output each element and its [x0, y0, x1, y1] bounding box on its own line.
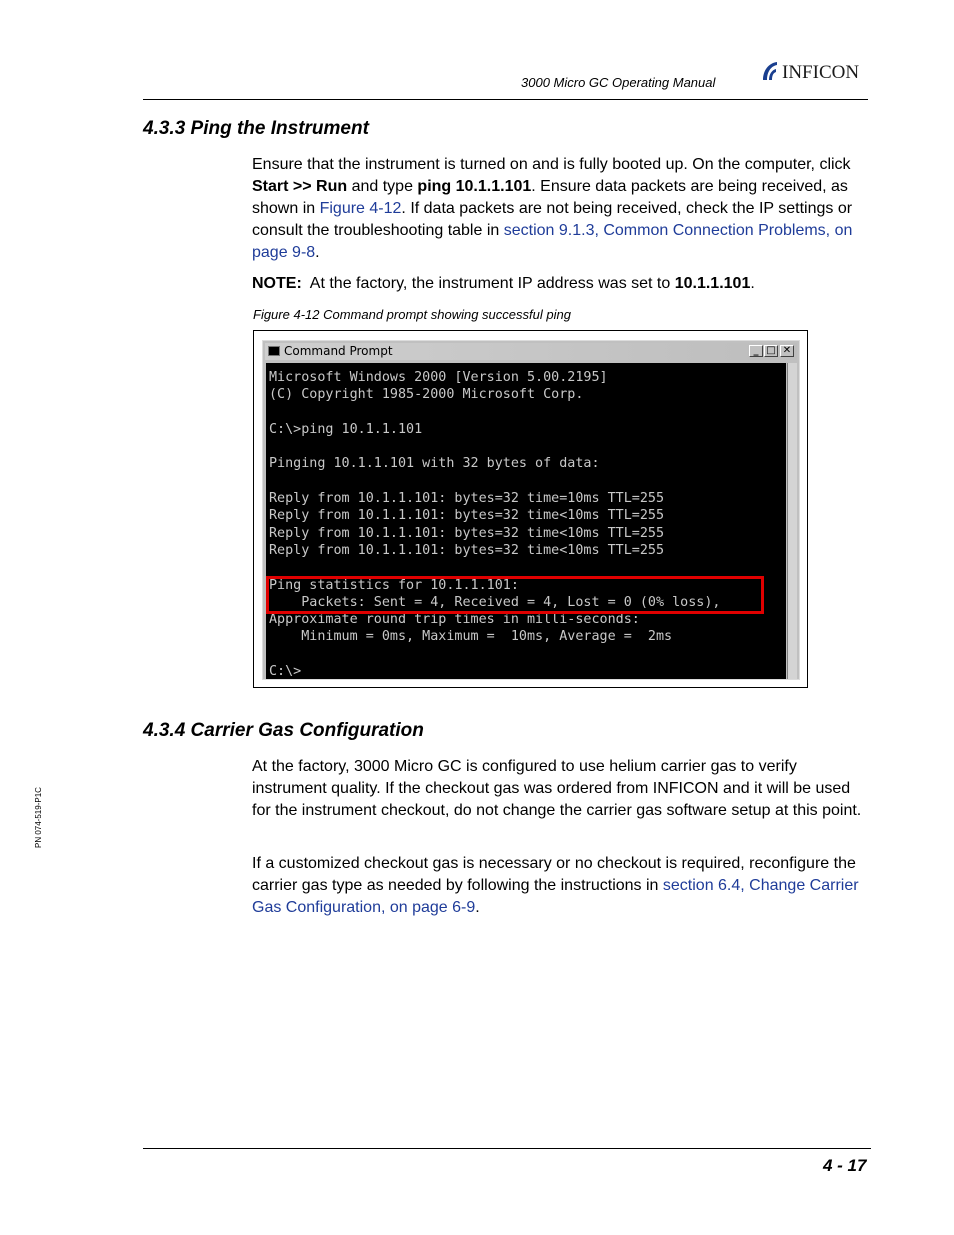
console-line: C:\>ping 10.1.1.101 — [269, 421, 423, 437]
close-button[interactable]: ✕ — [780, 345, 794, 357]
console-line: Reply from 10.1.1.101: bytes=32 time<10ms TTL=255 — [269, 508, 665, 524]
figure-4-12-link[interactable]: Figure 4-12 — [319, 200, 402, 217]
console-line — [269, 559, 786, 576]
note-paragraph — [252, 273, 872, 295]
section-64-link[interactable]: section 6.4, Change Carrier Gas Configuration, on page 6-9 — [252, 877, 859, 916]
console-line: C:\> — [269, 664, 302, 679]
text-run: Ensure that the instrument is turned on and is fully booted up. On the computer, click — [252, 156, 851, 173]
maximize-button[interactable]: □ — [764, 345, 778, 357]
text-run: . — [750, 275, 755, 292]
running-header-title: 3000 Micro GC Operating Manual — [521, 75, 716, 90]
figure-caption: Figure 4-12 Command prompt showing successful ping — [253, 307, 571, 322]
ping-command-bold: ping 10.1.1.101 — [417, 178, 532, 195]
window-titlebar — [265, 343, 797, 360]
text-run: and type — [347, 178, 418, 195]
part-number-side-text: PN 074-519-P1C — [34, 787, 43, 848]
text-run: If a customized checkout gas is necessary or no checkout is required, reconfigure the carrier gas type as needed by following the instructions in — [252, 855, 856, 894]
console-line — [269, 438, 786, 455]
ping-paragraph — [252, 154, 872, 264]
console-output — [266, 363, 786, 679]
start-run-bold: Start >> Run — [252, 178, 348, 195]
command-prompt-window — [262, 340, 800, 680]
console-line: Pinging 10.1.1.101 with 32 bytes of data: — [269, 456, 600, 472]
note-label: NOTE: — [252, 275, 302, 292]
section-heading-434: 4.3.4 Carrier Gas Configuration — [143, 720, 424, 741]
console-line: Approximate round trip times in milli-seconds: — [269, 612, 640, 628]
text-run: . — [475, 899, 480, 916]
text-run: . — [315, 244, 320, 261]
console-line: Reply from 10.1.1.101: bytes=32 time<10ms TTL=255 — [269, 525, 665, 541]
carrier-gas-paragraph-1: At the factory, 3000 Micro GC is configured to use helium carrier gas to verify instrument quality. If the checkout gas was ordered from INFICON and it will be used for the instrument checkout, do not change the carrier gas software setup at this point. — [252, 758, 862, 819]
section-913-link[interactable]: section 9.1.3, Common Connection Problems, on page 9-8 — [252, 222, 853, 261]
logo-wordmark: INFICON — [782, 62, 860, 83]
console-line — [269, 646, 786, 663]
section-heading-433: 4.3.3 Ping the Instrument — [143, 118, 369, 139]
console-line — [269, 473, 786, 490]
vertical-scrollbar[interactable] — [787, 363, 797, 679]
logo-mark-icon — [760, 60, 780, 84]
figure-command-prompt — [253, 330, 808, 688]
page-number: 4 - 17 — [823, 1156, 867, 1175]
text-run: . If data packets are not being received, check the IP settings or consult the troubleshooting table in — [252, 200, 853, 239]
console-line: (C) Copyright 1985-2000 Microsoft Corp. — [269, 387, 584, 403]
console-line: Packets: Sent = 4, Received = 4, Lost = 0 (0% loss), — [269, 594, 721, 610]
carrier-gas-paragraph-2 — [252, 853, 872, 919]
console-line: Reply from 10.1.1.101: bytes=32 time=10ms TTL=255 — [269, 491, 665, 507]
header-rule — [143, 99, 868, 100]
console-line: Ping statistics for 10.1.1.101: — [269, 577, 519, 593]
console-line: Reply from 10.1.1.101: bytes=32 time<10ms TTL=255 — [269, 542, 665, 558]
console-line: Microsoft Windows 2000 [Version 5.00.2195] — [269, 370, 608, 385]
console-line: Minimum = 0ms, Maximum = 10ms, Average = 2ms — [269, 629, 673, 645]
note-ip-value: 10.1.1.101 — [674, 275, 751, 292]
minimize-button[interactable]: _ — [749, 345, 763, 357]
text-run: . Ensure data packets are being received, as shown in — [252, 178, 848, 217]
footer-rule — [143, 1148, 871, 1149]
console-icon — [268, 346, 280, 356]
window-title: Command Prompt — [284, 344, 393, 358]
console-line — [269, 404, 786, 421]
note-text: At the factory, the instrument IP address was set to — [309, 275, 675, 292]
packets-highlight-box — [266, 576, 764, 614]
inficon-logo — [760, 60, 875, 84]
